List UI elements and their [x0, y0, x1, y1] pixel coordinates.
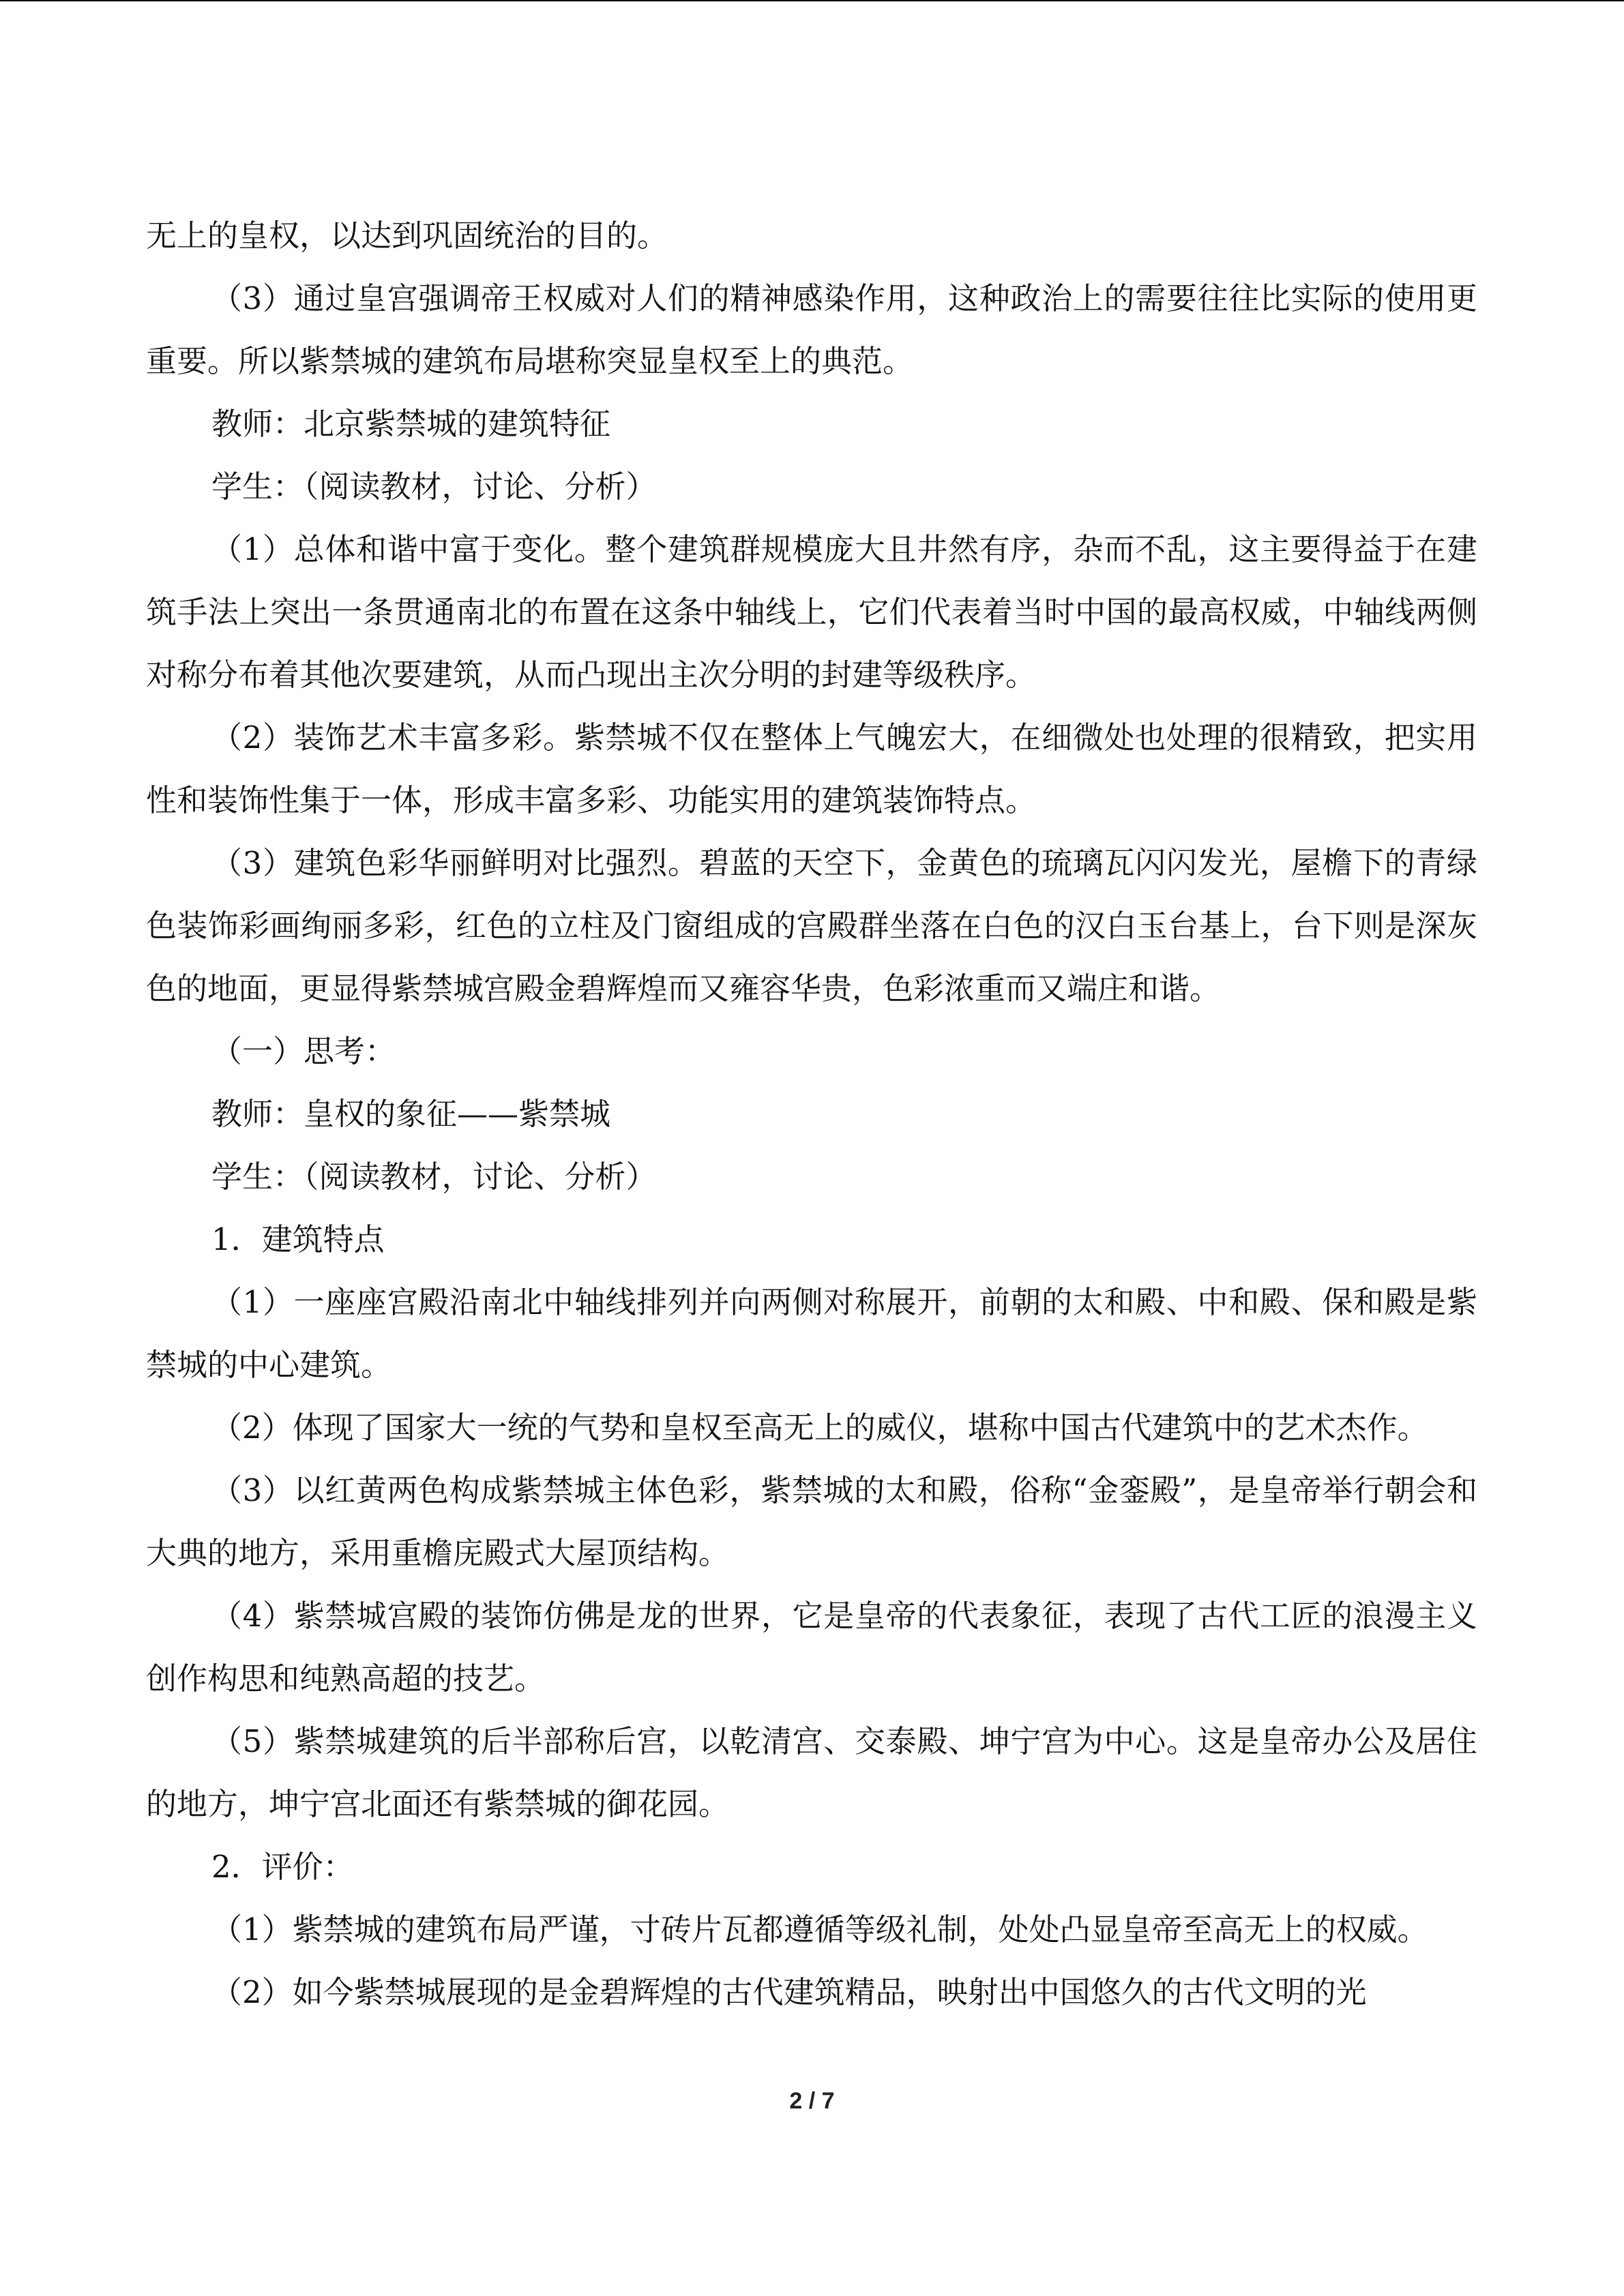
- paragraph: （2）体现了国家大一统的气势和皇权至高无上的威仪，堪称中国古代建筑中的艺术杰作。: [211, 1410, 1428, 1446]
- paragraph: （3）建筑色彩华丽鲜明对比强烈。碧蓝的天空下，金黄色的琉璃瓦闪闪发光，屋檐下的青绿色装饰彩画绚丽多彩，红色的立柱及门窗组成的宫殿群坐落在白色的汉白玉台基上，台下则是深灰色的地面，更显得紫禁城宫殿金碧辉煌而又雍容华贵，色彩浓重而又端庄和谐。: [146, 845, 1477, 1007]
- paragraph: （3）以红黄两色构成紫禁城主体色彩，紫禁城的太和殿，俗称“金銮殿”，是皇帝举行朝会和大典的地方，采用重檐庑殿式大屋顶结构。: [146, 1472, 1477, 1571]
- paragraph: （5）紫禁城建筑的后半部称后宫，以乾清宫、交泰殿、坤宁宫为中心。这是皇帝办公及居住的地方，坤宁宫北面还有紫禁城的御花园。: [146, 1723, 1477, 1822]
- paragraph: 学生：（阅读教材，讨论、分析）: [211, 468, 657, 505]
- top-border-line: [0, 0, 1624, 1]
- page-number: 2 / 7: [789, 2088, 835, 2114]
- paragraph: （4）紫禁城宫殿的装饰仿佛是龙的世界，它是皇帝的代表象征，表现了古代工匠的浪漫主义创作构思和纯熟高超的技艺。: [146, 1598, 1477, 1697]
- paragraph: （2）如今紫禁城展现的是金碧辉煌的古代建筑精品，映射出中国悠久的古代文明的光: [211, 1974, 1367, 2010]
- paragraph: 教师：皇权的象征——紫禁城: [211, 1096, 611, 1132]
- paragraph: 教师：北京紫禁城的建筑特征: [211, 406, 611, 442]
- paragraph: （1）紫禁城的建筑布局严谨，寸砖片瓦都遵循等级礼制，处处凸显皇帝至高无上的权威。: [211, 1911, 1428, 1948]
- paragraph: 2．评价：: [211, 1849, 354, 1885]
- paragraph: 1．建筑特点: [211, 1221, 385, 1257]
- paragraph: 学生：（阅读教材，讨论、分析）: [211, 1159, 657, 1195]
- paragraph: （3）通过皇宫强调帝王权威对人们的精神感染作用，这种政治上的需要往往比实际的使用更重要。所以紫禁城的建筑布局堪称突显皇权至上的典范。: [146, 280, 1477, 379]
- paragraph: （1）一座座宫殿沿南北中轴线排列并向两侧对称展开，前朝的太和殿、中和殿、保和殿是紫禁城的中心建筑。: [146, 1284, 1477, 1383]
- paragraph: （2）装饰艺术丰富多彩。紫禁城不仅在整体上气魄宏大，在细微处也处理的很精致，把实用性和装饰性集于一体，形成丰富多彩、功能实用的建筑装饰特点。: [146, 719, 1477, 818]
- paragraph: （1）总体和谐中富于变化。整个建筑群规模庞大且井然有序，杂而不乱，这主要得益于在建筑手法上突出一条贯通南北的布置在这条中轴线上，它们代表着当时中国的最高权威，中轴线两侧对称分布着其他次要建筑，从而凸现出主次分明的封建等级秩序。: [146, 531, 1477, 693]
- paragraph: （一）思考：: [211, 1033, 396, 1069]
- body-text: [146, 205, 1477, 2024]
- paragraph: 无上的皇权，以达到巩固统治的目的。: [146, 218, 668, 254]
